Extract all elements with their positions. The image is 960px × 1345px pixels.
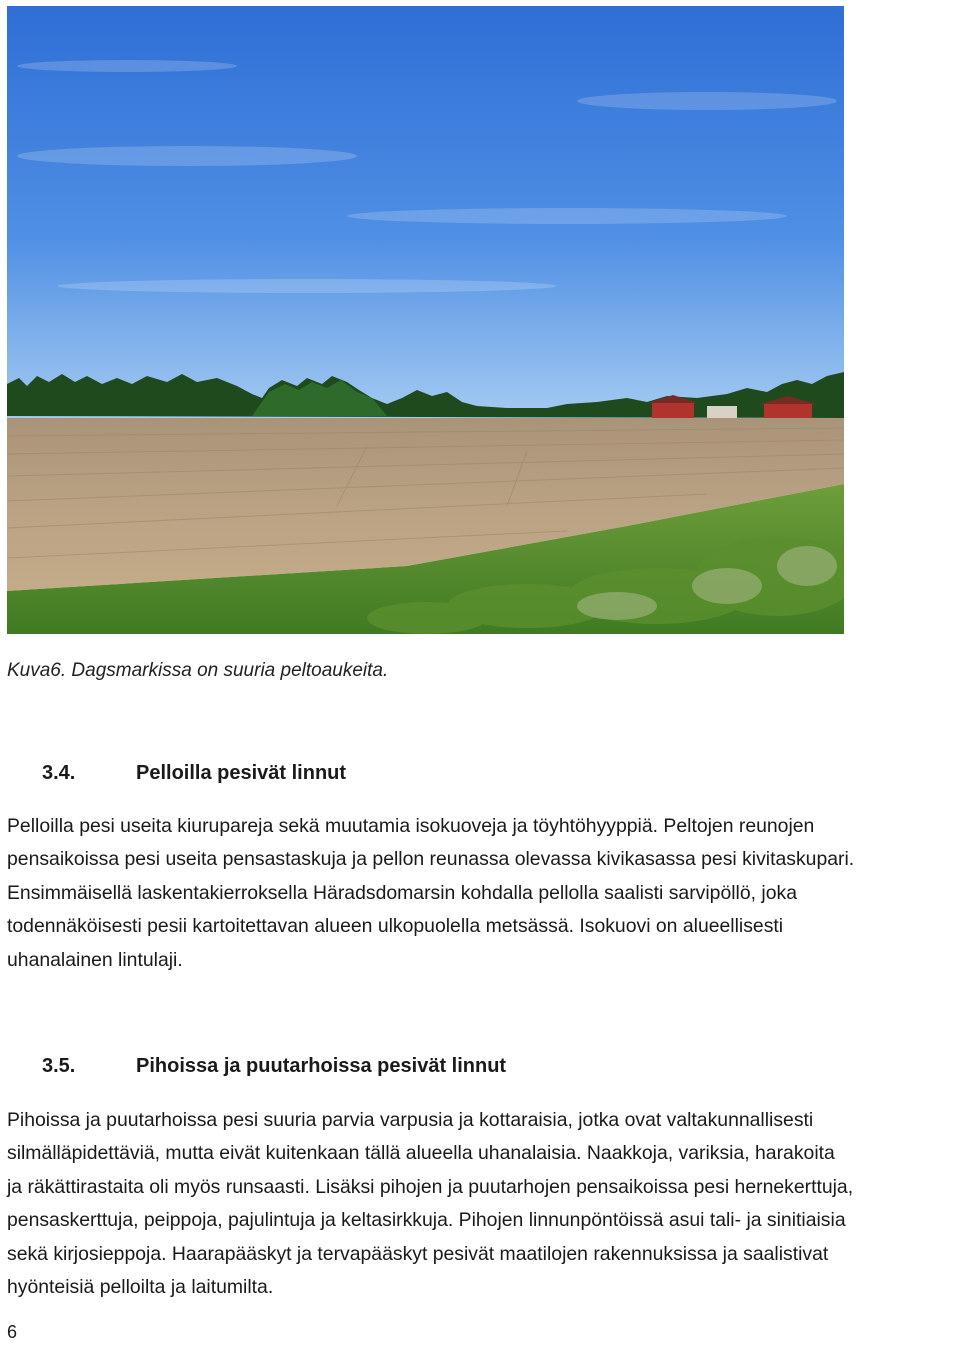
section-number: 3.5.: [42, 1055, 76, 1077]
text-line: silmälläpidettäviä, mutta eivät kuitenkaan tällä alueella uhanalaisia. Naakkoja, variksia, harakoita: [7, 1142, 835, 1165]
text-line: sekä kirjosieppoja. Haarapääskyt ja tervapääskyt pesivät maatilojen rakennuksissa ja saalistivat: [7, 1242, 829, 1265]
text-line: Ensimmäisellä laskentakierroksella Häradsdomarsin kohdalla pellolla saalisti sarvipöllö, joka: [7, 881, 797, 904]
field-photo: [7, 6, 844, 634]
section-3-4-body: [7, 810, 959, 977]
text-line: uhanalainen lintulaji.: [7, 948, 183, 971]
text-line: pensaskerttuja, peippoja, pajulintuja ja keltasirkkuja. Pihojen linnunpöntöissä asui tali- ja sinitiaisia: [7, 1209, 846, 1232]
text-line: Pelloilla pesi useita kiurupareja sekä muutamia isokuoveja ja töyhtöhyyppiä. Peltojen reunojen: [7, 815, 815, 837]
text-line: hyönteisiä pelloilta ja laitumilta.: [7, 1276, 274, 1299]
text-line: todennäköisesti pesii kartoitettavan alueen ulkopuolella metsässä. Isokuovi on alueellisesti: [7, 915, 784, 938]
section-number: 3.4.: [42, 762, 76, 784]
page-number: 6: [7, 1322, 18, 1342]
text-line: Pihoissa ja puutarhoissa pesi suuria parvia varpusia ja kottaraisia, jotka ovat valtakunnallisesti: [7, 1109, 814, 1131]
section-heading-3-5: [42, 1055, 506, 1078]
figure-caption: Kuva6. Dagsmarkissa on suuria peltoaukeita.: [7, 660, 389, 681]
section-3-5-body: [7, 1104, 959, 1304]
text-line: ja räkättirastaita oli myös runsaasti. Lisäksi pihojen ja puutarhojen pensaikoissa pesi hernekerttuja,: [7, 1175, 854, 1198]
section-heading-3-4: [42, 762, 346, 785]
text-line: pensaikoissa pesi useita pensastaskuja ja pellon reunassa olevassa kivikasassa pesi kivitaskupari.: [7, 848, 855, 871]
section-title: Pihoissa ja puutarhoissa pesivät linnut: [136, 1055, 507, 1077]
section-title: Pelloilla pesivät linnut: [136, 762, 347, 784]
